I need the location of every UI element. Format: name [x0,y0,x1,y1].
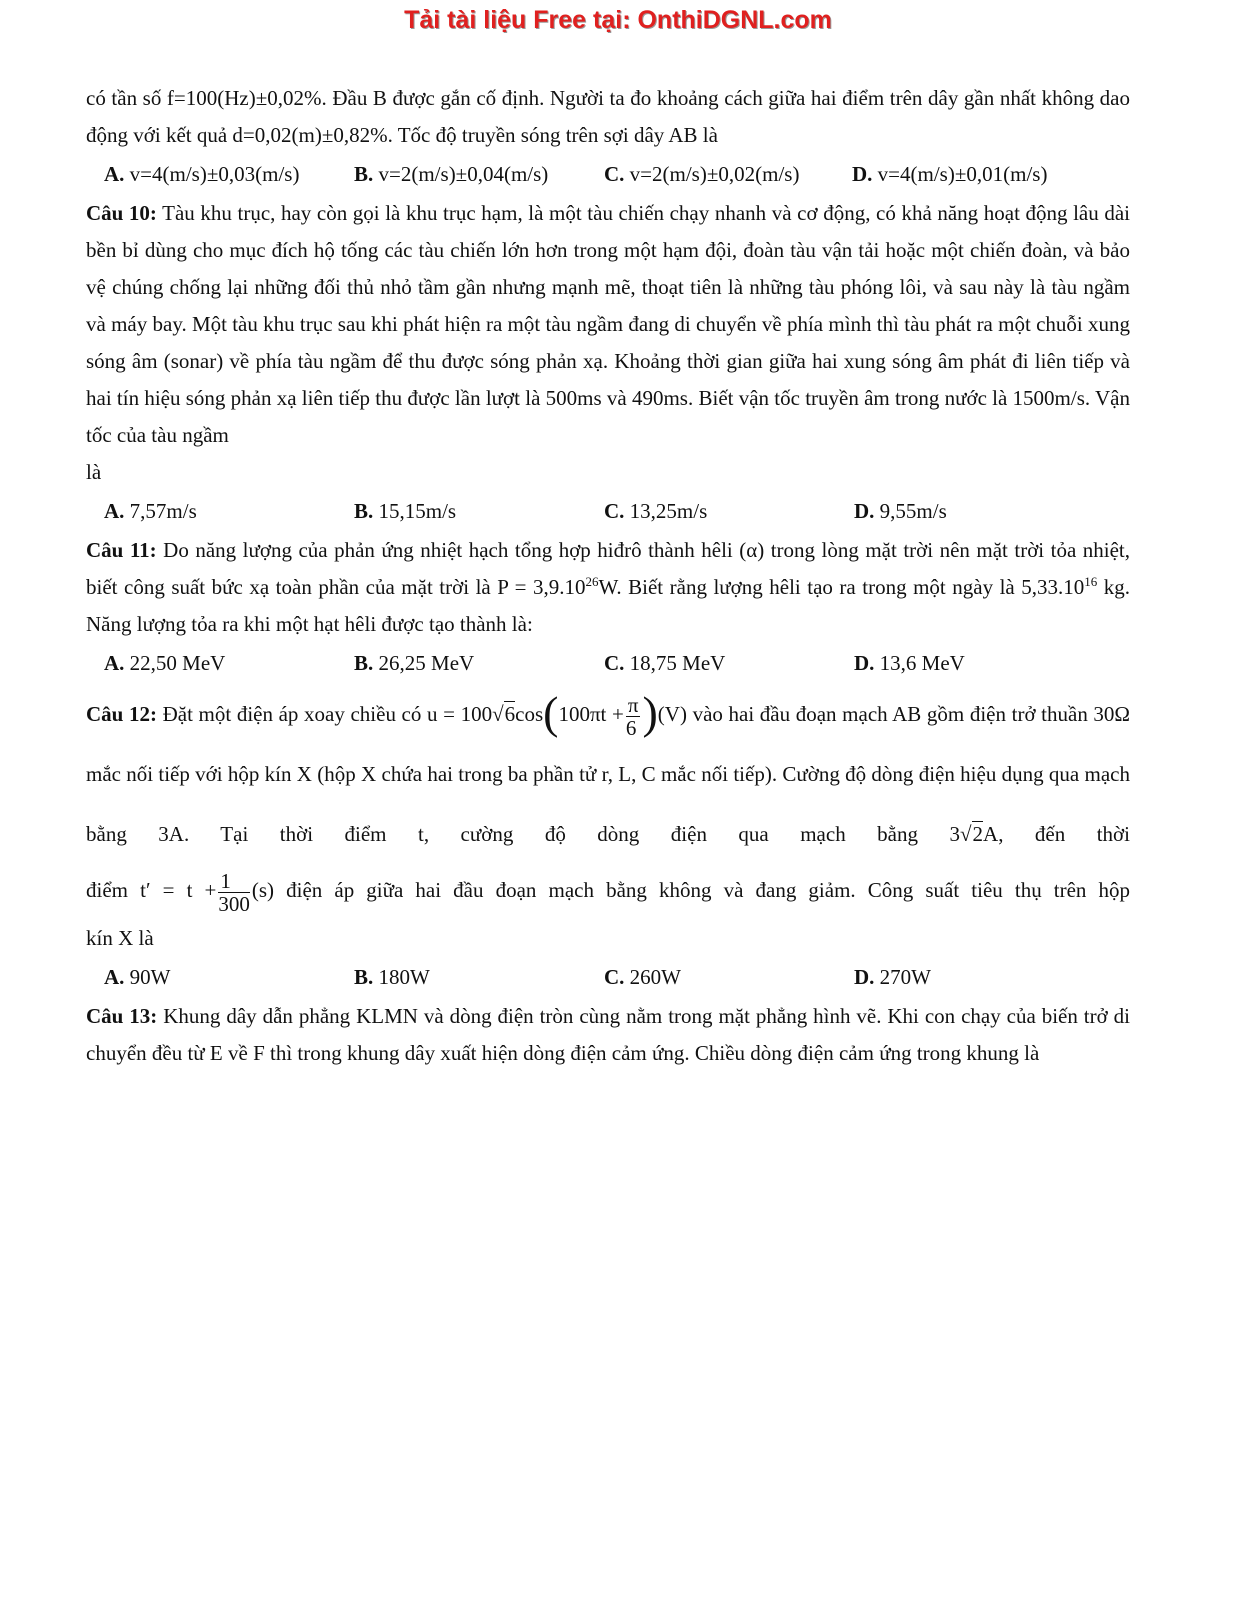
q10-tail: là [86,460,102,484]
q12-option-c: C. 260W [604,965,681,989]
q11-option-c: C. 18,75 MeV [604,651,726,675]
q12-current-formula: 3√2A [949,822,999,846]
q11-option-b: B. 26,25 MeV [354,651,475,675]
q13-title: Câu 13: [86,1004,158,1028]
q12-option-d: D. 270W [854,965,931,989]
q11-option-d: D. 13,6 MeV [854,651,965,675]
q13-text: Câu 13: Khung dây dẫn phẳng KLMN và dòng điện tròn cùng nằm trong mặt phẳng hình vẽ. Khi con chạy của biến trở di chuyển đều từ E về F thì trong khung dây xuất hiện dòng điện cảm ứng. Chiều dòng điện cảm ứng trong khung là [86,1004,1131,1065]
site-banner[interactable]: Tải tài liệu Free tại: OnthiDGNL.com [404,6,832,34]
q10-text: Câu 10: Tàu khu trục, hay còn gọi là khu trục hạm, là một tàu chiến chạy nhanh và cơ động, có khả năng hoạt động lâu dài bền bỉ dùng cho mục đích hộ tống các tàu chiến lớn hơn trong một hạm đội, đoàn tàu vận tải hoặc một chiến đoàn, và bảo vệ chúng chống lại những đối thủ nhỏ tầm gần nhưng mạnh mẽ, thoạt tiên là những tàu phóng lôi, và sau này là tàu ngầm và máy bay. Một tàu khu trục sau khi phát hiện ra một tàu ngầm đang di chuyển về phía mình thì tàu phát ra một chuỗi xung sóng âm (sonar) về phía tàu ngầm để thu được sóng phản xạ. Khoảng thời gian giữa hai xung sóng âm phát đi liên tiếp và hai tín hiệu sóng phản xạ liên tiếp thu được lần lượt là 500ms và 490ms. Biết vận tốc truyền âm trong nước là 1500m/s. Vận tốc của tàu ngầm [86,201,1131,447]
q12-option-a: A. 90W [104,965,171,989]
q12-line2: điểm t′ = t + $\frac{1}{300}$ (s) điện áp giữa hai đầu đoạn mạch bằng không và đang giảm. Công suất tiêu thụ trên hộp [86,868,1131,916]
q9-option-d: D. v=4(m/s)±0,01(m/s) [852,162,1048,186]
q11-text: Câu 11: Do năng lượng của phản ứng nhiệt hạch tổng hợp hiđrô thành hêli (α) trong lòng mặt trời nên mặt trời tỏa nhiệt, biết công suất bức xạ toàn phần của mặt trời là $P = 3,9.10^{26}W$. Biết rằng lượng hêli tạo ra trong một ngày là 5,33.10$^{16}$ kg. Năng lượng tỏa ra khi một hạt hêli được tạo thành là: [86,538,1131,636]
q11-options [86,645,1130,682]
q12-options [86,959,1130,996]
q10-options [86,493,1130,530]
q12-line1: Câu 12: Đặt một điện áp xoay chiều có u = 100√6cos(100πt + $\frac{\pi}{6}$ )(V) vào hai đầu đoạn mạch AB gồm điện trở thuần 30Ω mắc nối tiếp với hộp kín X (hộp X chứa hai trong ba phần tử r, L, C mắc nối tiếp). Cường độ dòng điện hiệu dụng qua mạch bằng 3A. Tại thời điểm t, cường độ dòng điện qua mạch bằng 3√2A, đến thời [86,687,1131,846]
document-body [86,80,1130,1072]
q12-time-formula: t′ = t + $\frac{1}{300}$ (s) [140,868,275,916]
q9-option-a: A. v=4(m/s)±0,03(m/s) [104,162,300,186]
q10-option-d: D. 9,55m/s [854,499,947,523]
q12-tail: kín X là [86,926,154,950]
q12-option-b: B. 180W [354,965,430,989]
q10-title: Câu 10: [86,201,157,225]
q10-option-c: C. 13,25m/s [604,499,708,523]
q9-options [86,156,1130,193]
q9-text: có tần số f=100(Hz)±0,02%. Đầu B được gắn cố định. Người ta đo khoảng cách giữa hai điểm trên dây gần nhất không dao động với kết quả d=0,02(m)±0,82%. Tốc độ truyền sóng trên sợi dây AB là [86,86,1130,147]
q9-option-b: B. v=2(m/s)±0,04(m/s) [354,162,549,186]
q11-option-a: A. 22,50 MeV [104,651,226,675]
q12-title: Câu 12: [86,702,157,726]
q10-option-a: A. 7,57m/s [104,499,197,523]
q12-voltage-formula: u = 100√6cos(100πt + $\frac{\pi}{6}$ )(V) [427,687,687,740]
q9-option-c: C. v=2(m/s)±0,02(m/s) [604,162,800,186]
q10-option-b: B. 15,15m/s [354,499,457,523]
q11-title: Câu 11: [86,538,157,562]
